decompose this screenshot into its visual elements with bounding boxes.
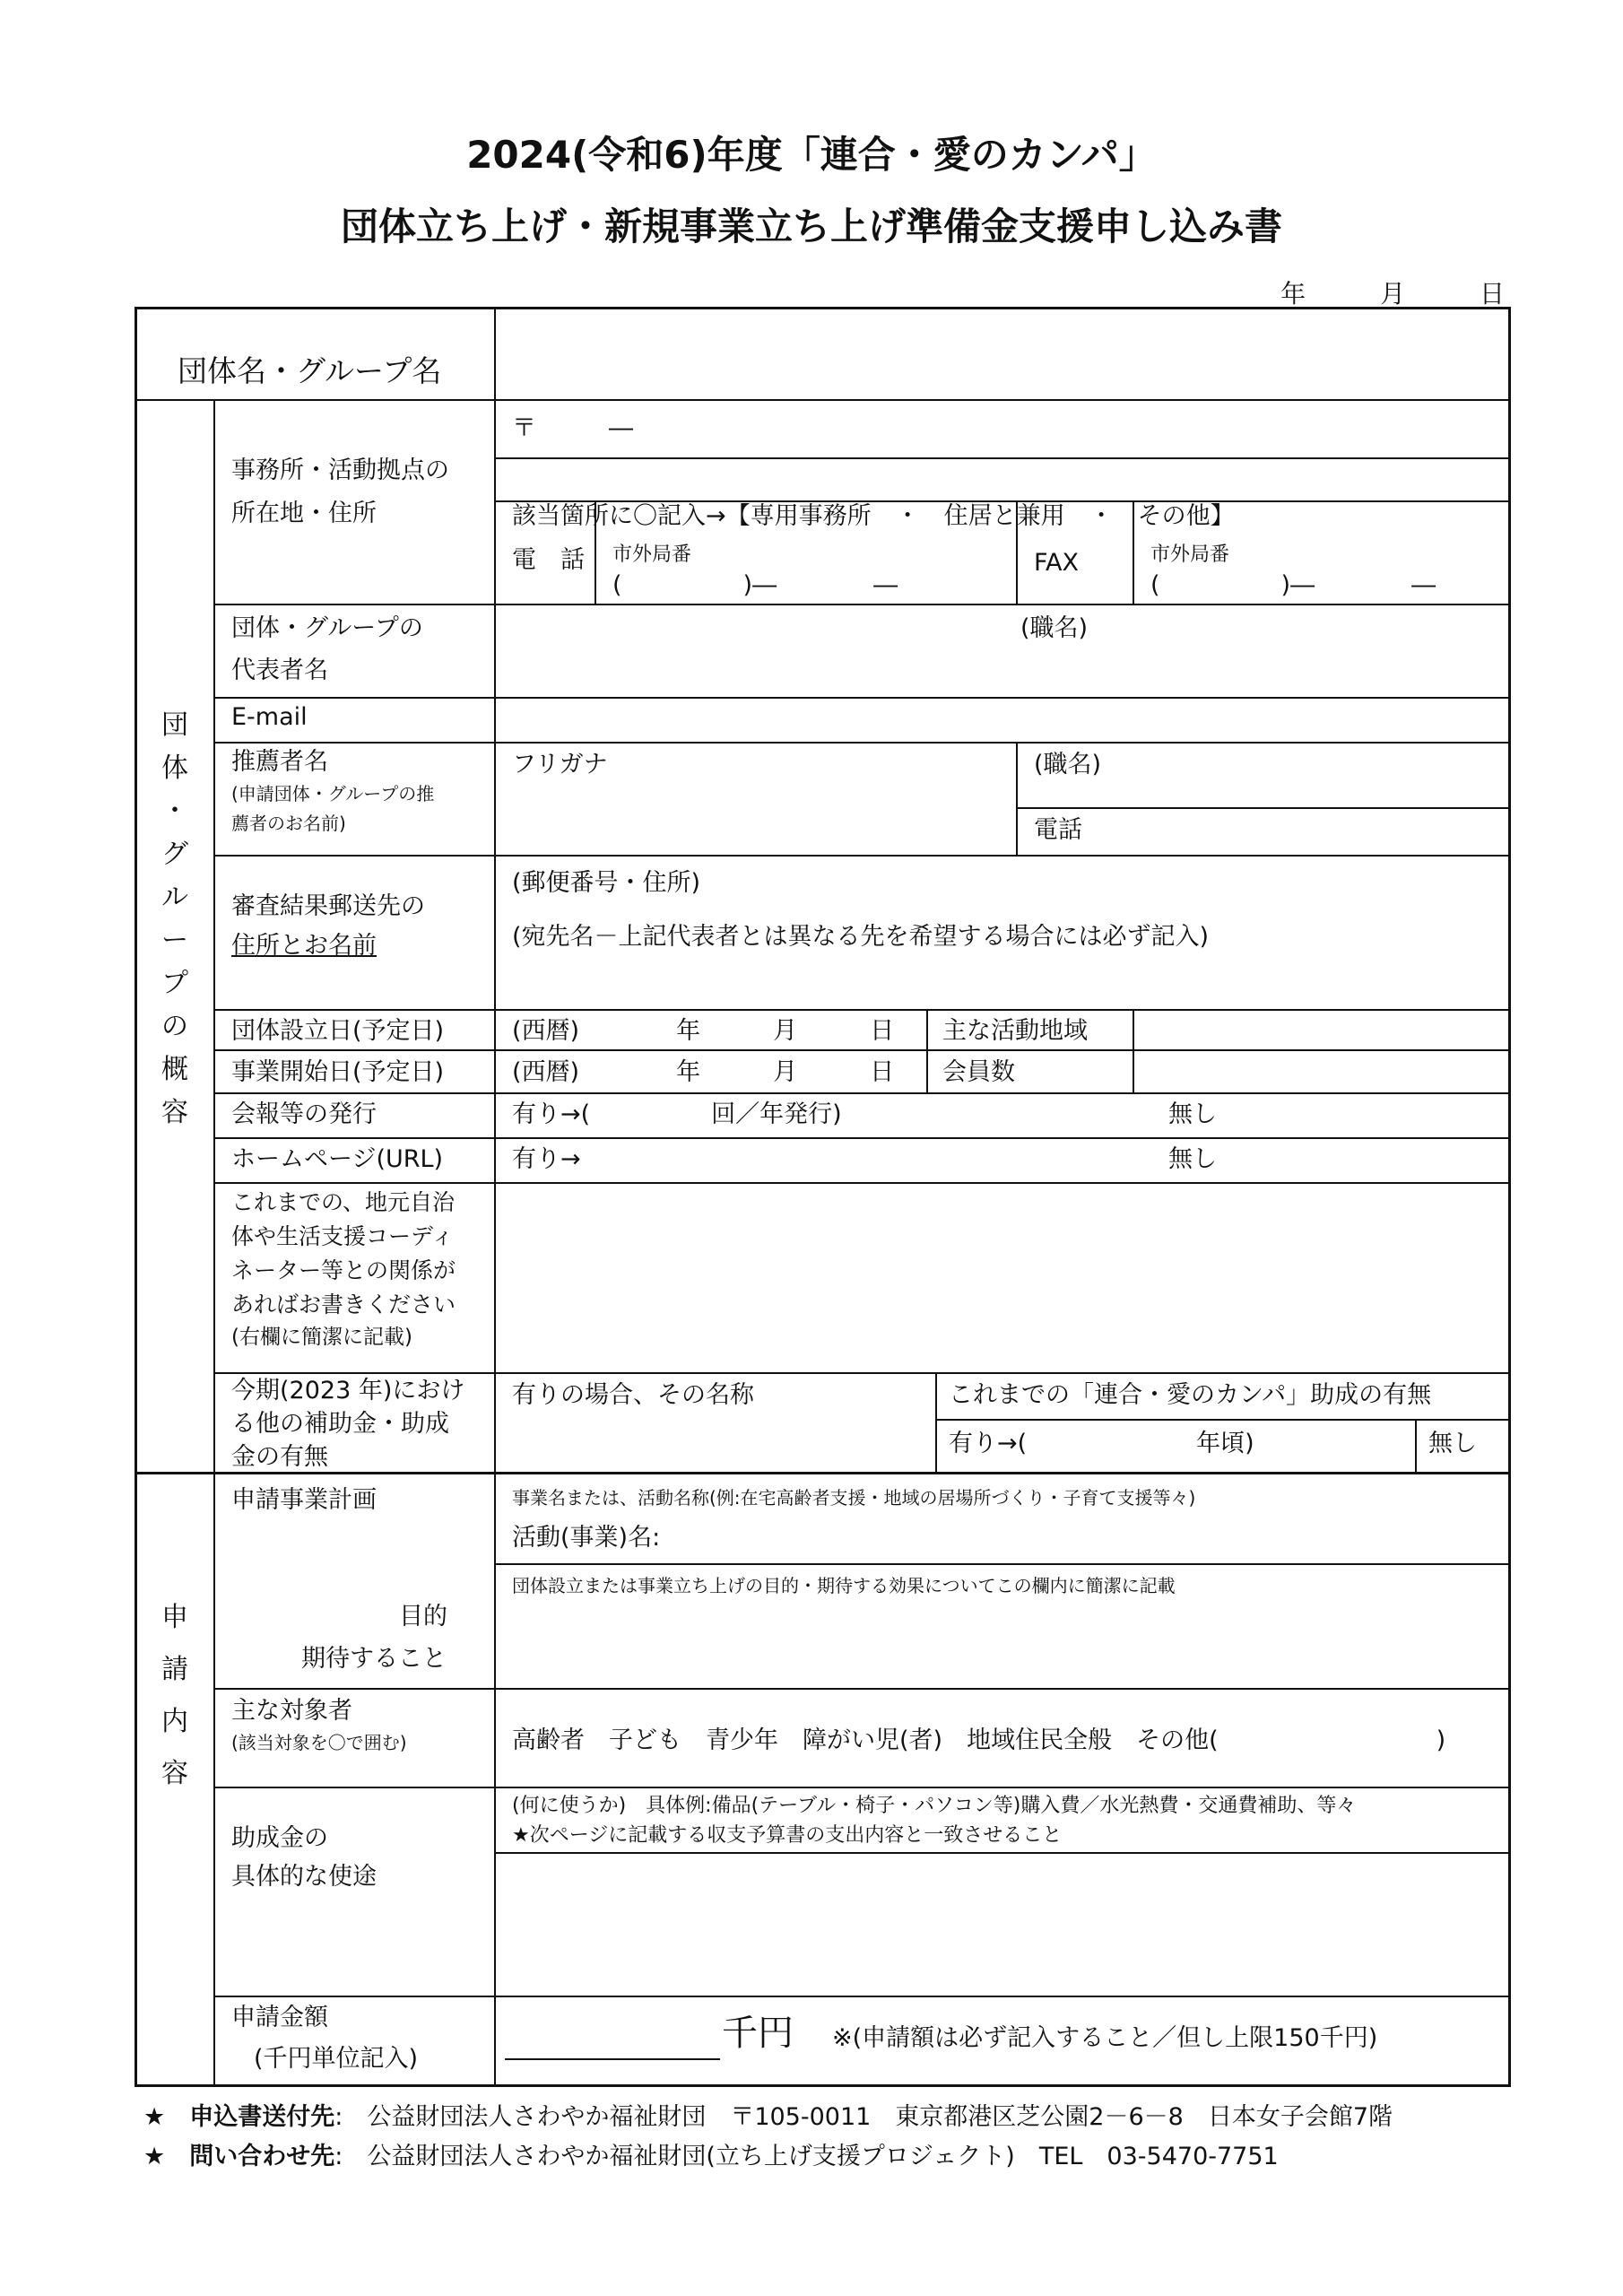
row-divider: [213, 697, 1511, 699]
row-divider: [213, 1787, 1511, 1788]
row-divider: [213, 1372, 1511, 1374]
office-type-line[interactable]: 該当箇所に〇記入→【専用事務所 ・ 住居と兼用 ・ その他】: [512, 502, 1235, 530]
homepage-label: ホームページ(URL): [231, 1145, 444, 1173]
row-divider: [496, 1563, 1511, 1565]
homepage-no-option[interactable]: 無し: [1168, 1145, 1217, 1173]
amount-label-2: (千円単位記入): [254, 2045, 419, 2073]
form-title-line2: 団体立ち上げ・新規事業立ち上げ準備金支援申し込み書: [340, 204, 1282, 248]
plan-hint: 事業名または、活動名称(例:在宅高齢者支援・地域の居場所づくり・子育て支援等々): [512, 1487, 1196, 1509]
footer-send-to-label: ★ 申込書送付先: [143, 2103, 335, 2131]
form-title-line1: 2024(令和6)年度「連合・愛のカンパ」: [466, 133, 1157, 177]
row-divider: [496, 457, 1511, 459]
row-divider: [213, 1009, 1511, 1011]
purpose-field[interactable]: [500, 1601, 1505, 1683]
recommender-position: (職名): [1034, 751, 1102, 778]
result-address-line-2[interactable]: (宛先名－上記代表者とは異なる先を希望する場合には必ず記入): [512, 923, 1210, 951]
row-divider: [137, 399, 1511, 401]
relations-label-1: これまでの、地元自治: [231, 1189, 456, 1215]
plan-label: 申請事業計画: [231, 1486, 377, 1514]
representative-position[interactable]: (職名): [1020, 614, 1089, 642]
section1-vertical-label: 団 体 ・ グ ル ー プ の 概 容: [161, 709, 188, 1128]
founding-date-label: 団体設立日(予定日): [231, 1017, 445, 1045]
row-divider: [213, 1996, 1511, 1997]
office-label-2: 所在地・住所: [231, 500, 377, 527]
phone-area-code-label: 市外局番: [612, 544, 692, 566]
row-divider: [213, 1182, 1511, 1184]
col-divider: [1133, 1009, 1134, 1092]
fax-area-code-label: 市外局番: [1150, 544, 1230, 566]
row-divider: [213, 1049, 1511, 1051]
relations-field[interactable]: [500, 1188, 1505, 1368]
fax-label: FAX: [1034, 549, 1080, 577]
amount-unit: 千円: [722, 2013, 794, 2054]
row-divider: [496, 1852, 1511, 1854]
recommender-sub-1: (申請団体・グループの推: [231, 783, 435, 804]
date-year: 年: [1280, 279, 1308, 309]
usage-hint-2: ★次ページに記載する収支予算書の支出内容と一致させること: [512, 1824, 1063, 1847]
usage-label-2: 具体的な使途: [231, 1863, 377, 1891]
row-divider: [213, 1688, 1511, 1690]
application-form: [135, 307, 1511, 2087]
members-label: 会員数: [942, 1058, 1015, 1086]
recommender-phone: 電話: [1034, 816, 1082, 844]
result-address-label-2: 住所とお名前: [231, 932, 377, 960]
section2-vertical-label: 申 請 内 容: [161, 1602, 188, 1789]
phone-field[interactable]: ( )― ―: [612, 571, 898, 599]
founding-date-field[interactable]: (西暦) 年 月 日: [512, 1017, 895, 1045]
row-divider: [213, 855, 1511, 857]
result-address-line-1[interactable]: (郵便番号・住所): [512, 869, 701, 897]
row-divider: [1016, 807, 1511, 809]
row-divider: [935, 1419, 1511, 1421]
purpose-hint: 団体設立または事業立ち上げの目的・期待する効果についてこの欄内に簡潔に記載: [512, 1575, 1176, 1596]
postal-code-field[interactable]: 〒 ―: [512, 414, 633, 442]
representative-label-2: 代表者名: [231, 657, 328, 684]
fax-field[interactable]: ( )― ―: [1150, 571, 1436, 599]
date-day: 日: [1479, 279, 1506, 309]
amount-note: ※(申請額は必ず記入すること／但し上限150千円): [832, 2024, 1378, 2052]
recommender-furigana[interactable]: フリガナ: [512, 751, 608, 778]
past-grant-label: これまでの「連合・愛のカンパ」助成の有無: [949, 1381, 1432, 1409]
expectation-label: 期待すること: [301, 1645, 447, 1673]
other-grants-label-2: る他の補助金・助成: [231, 1410, 449, 1438]
usage-field[interactable]: [500, 1857, 1505, 1992]
col-divider: [935, 1372, 937, 1472]
footer-contact: [143, 2136, 1279, 2171]
footer-send-to: [143, 2097, 1393, 2132]
col-divider: [1415, 1419, 1417, 1472]
row-divider: [213, 604, 1511, 605]
newsletter-no-option[interactable]: 無し: [1168, 1100, 1217, 1128]
recommender-label: 推薦者名: [231, 748, 328, 776]
relations-label-5: (右欄に簡潔に記載): [231, 1326, 412, 1349]
activity-name-field[interactable]: 活動(事業)名:: [512, 1524, 661, 1552]
result-address-label-1: 審査結果郵送先の: [231, 892, 425, 920]
other-grants-label-3: 金の有無: [231, 1443, 328, 1471]
footer-send-to-text: : 公益財団法人さわやか福祉財団 〒105-0011 東京都港区芝公園2－6－8 日本女子会館7階: [334, 2103, 1393, 2131]
col-divider: [926, 1009, 928, 1092]
other-grants-label-1: 今期(2023 年)におけ: [231, 1377, 465, 1405]
relations-label-2: 体や生活支援コーディ: [231, 1223, 455, 1249]
date-month: 月: [1380, 279, 1408, 309]
amount-label-1: 申請金額: [231, 2004, 328, 2031]
phone-label: 電 話: [512, 546, 585, 574]
recommender-sub-2: 薦者のお名前): [231, 813, 346, 834]
newsletter-yes-option[interactable]: 有り→( 回／年発行): [512, 1100, 842, 1128]
org-name-label: 団体名・グループ名: [178, 353, 442, 388]
representative-label-1: 団体・グループの: [231, 614, 423, 642]
activity-area-label: 主な活動地域: [942, 1017, 1088, 1045]
newsletter-label: 会報等の発行: [231, 1100, 377, 1128]
office-label-1: 事務所・活動拠点の: [231, 457, 449, 484]
col-divider: [494, 309, 496, 2087]
usage-hint-1: (何に使うか) 具体例:備品(テーブル・椅子・パソコン等)購入費／水光熱費・交通費補助、等々: [512, 1795, 1357, 1817]
homepage-yes-option[interactable]: 有り→: [512, 1145, 581, 1173]
col-divider: [1016, 742, 1018, 855]
col-divider: [213, 399, 215, 2087]
date-line: [1218, 274, 1506, 310]
start-date-field[interactable]: (西暦) 年 月 日: [512, 1058, 895, 1086]
other-grants-name-label[interactable]: 有りの場合、その名称: [512, 1381, 754, 1409]
footer-contact-text: : 公益財団法人さわやか福祉財団(立ち上げ支援プロジェクト) TEL 03-5470-7751: [334, 2143, 1279, 2170]
section-divider: [137, 1472, 1511, 1474]
purpose-label: 目的: [399, 1603, 447, 1631]
target-sub-label: (該当対象を〇で囲む): [231, 1732, 407, 1753]
start-date-label: 事業開始日(予定日): [231, 1058, 445, 1086]
footer-contact-label: ★ 問い合わせ先: [143, 2143, 335, 2170]
row-divider: [213, 1137, 1511, 1139]
email-field[interactable]: [500, 700, 1505, 738]
target-options[interactable]: 高齢者 子ども 青少年 障がい児(者) 地域住民全般 その他( ): [512, 1726, 1446, 1754]
past-grant-yes-option[interactable]: 有り→( 年頃): [949, 1430, 1254, 1457]
relations-label-3: ネーター等との関係が: [231, 1257, 456, 1283]
usage-label-1: 助成金の: [231, 1824, 328, 1852]
email-label: E-mail: [231, 703, 308, 731]
relations-label-4: あればお書きください: [231, 1292, 456, 1318]
row-divider: [213, 742, 1511, 744]
target-label: 主な対象者: [231, 1697, 352, 1725]
row-divider: [213, 1092, 1511, 1094]
org-name-field[interactable]: [500, 314, 1505, 395]
past-grant-no-option[interactable]: 無し: [1428, 1430, 1477, 1457]
amount-input-line[interactable]: [505, 2058, 720, 2060]
